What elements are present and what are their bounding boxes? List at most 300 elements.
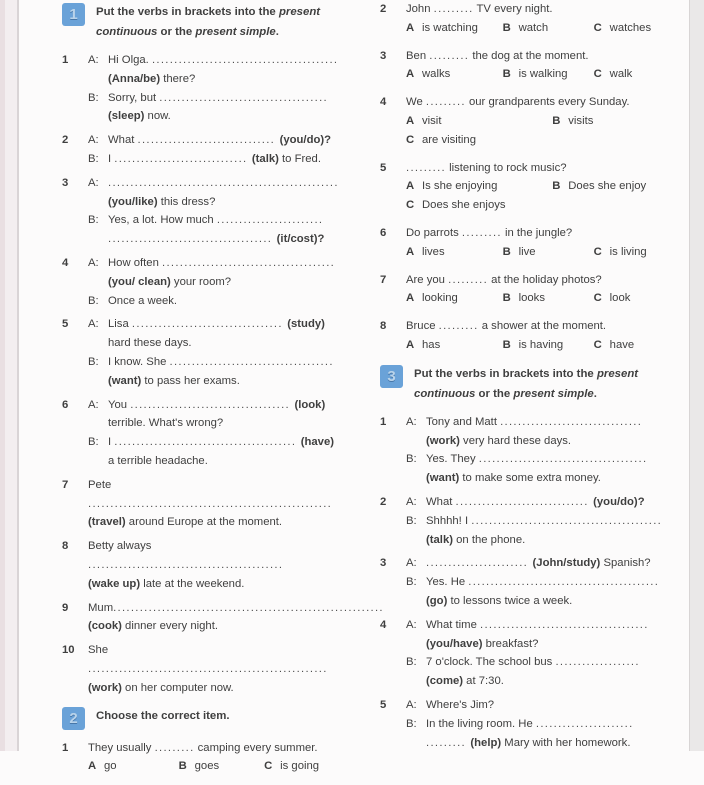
question-stem	[88, 739, 347, 758]
item-body	[406, 93, 682, 149]
verb-in-brackets: Put the verbs in brackets into the	[414, 367, 597, 380]
speaker-label: A:	[88, 398, 99, 411]
right-column	[380, 0, 682, 757]
verb-in-brackets: (go)	[426, 594, 448, 607]
option-text: walks	[422, 68, 451, 81]
option-text: Is she enjoying	[422, 180, 498, 193]
options-row	[406, 243, 682, 262]
item-line	[406, 531, 682, 550]
grammar-term: continuous	[414, 387, 476, 400]
option-text: watches	[609, 21, 652, 34]
exercise-header	[62, 706, 347, 730]
text-run: What time	[426, 618, 480, 631]
answer-option	[552, 177, 682, 196]
answer-option	[406, 19, 503, 38]
speaker-label: B:	[88, 436, 99, 449]
text-run: Are you	[406, 273, 449, 286]
text-run: hard these days.	[108, 337, 192, 350]
multiple-choice-item	[62, 739, 347, 777]
text-run: Betty always	[88, 540, 152, 553]
option-letter: A	[406, 114, 415, 127]
left-column	[62, 2, 384, 785]
option-text: Does she enjoy	[568, 180, 647, 193]
dotted-blank: ...............................	[137, 134, 276, 147]
verb-in-brackets: (talk)	[251, 152, 279, 165]
item-lines	[406, 413, 682, 488]
dotted-blank: .............................................................	[113, 601, 384, 614]
option-text: has	[422, 338, 441, 351]
item-lines	[88, 641, 347, 697]
instruction-line	[414, 364, 638, 384]
options-row	[406, 289, 682, 308]
item-number: 9	[62, 601, 69, 614]
item-body	[406, 0, 682, 38]
text-run: Pete	[88, 478, 112, 491]
answer-option	[503, 336, 594, 355]
grammar-term: present	[596, 367, 639, 380]
fill-in-item	[62, 174, 347, 249]
verb-in-brackets: (John/study)	[532, 557, 601, 570]
item-line	[406, 450, 682, 469]
item-number: 5	[380, 161, 387, 174]
item-line	[406, 635, 682, 654]
speaker-label: A:	[406, 495, 417, 508]
multiple-choice-item	[380, 93, 682, 149]
item-lines	[88, 537, 347, 593]
option-text: is having	[518, 338, 564, 351]
item-number: 8	[62, 540, 69, 553]
fill-in-item	[62, 51, 347, 126]
item-number: 5	[380, 698, 387, 711]
verb-in-brackets: or the	[475, 387, 514, 400]
text-run: She	[88, 644, 109, 657]
answer-option	[406, 112, 552, 131]
text-run: Ben	[406, 49, 430, 62]
text-run: What	[108, 134, 138, 147]
text-run: very hard these days.	[459, 434, 572, 447]
item-body	[406, 224, 682, 262]
speaker-label: B:	[88, 152, 99, 165]
item-number: 4	[380, 618, 387, 631]
option-text: go	[104, 760, 117, 773]
option-letter: B	[502, 338, 511, 351]
item-line	[88, 372, 347, 391]
option-letter: C	[593, 21, 602, 34]
option-text: looking	[422, 292, 458, 305]
dotted-blank: .........	[429, 49, 470, 62]
option-letter: A	[406, 338, 415, 351]
item-line	[88, 292, 347, 311]
dotted-blank: .........	[438, 320, 479, 333]
text-run: Yes. They	[426, 453, 479, 466]
question-stem	[406, 317, 682, 336]
options-row	[406, 112, 682, 131]
text-run: Once a week.	[108, 294, 178, 307]
option-text: walk	[609, 68, 633, 81]
speaker-label: A:	[88, 176, 99, 189]
option-text: is walking	[518, 68, 568, 81]
text-run: How often	[108, 256, 163, 269]
answer-option	[406, 243, 503, 262]
option-letter: A	[406, 21, 415, 34]
item-line	[88, 452, 347, 471]
item-lines	[88, 131, 347, 169]
options-row	[406, 19, 682, 38]
option-letter: C	[593, 338, 602, 351]
text-run: in the jungle?	[501, 226, 573, 239]
text-run: late at the weekend.	[140, 577, 245, 590]
text-run: to lessons twice a week.	[447, 594, 573, 607]
option-letter: A	[406, 292, 415, 305]
option-letter: C	[264, 760, 273, 773]
answer-option	[594, 65, 682, 84]
verb-in-brackets: (Anna/be)	[108, 72, 161, 85]
verb-in-brackets: (have)	[300, 436, 334, 449]
option-letter: A	[88, 760, 97, 773]
item-number: 1	[62, 54, 69, 66]
item-body	[406, 271, 682, 309]
text-run: Sorry, but	[108, 91, 160, 104]
item-line	[88, 107, 347, 126]
text-run: at the holiday photos?	[488, 273, 602, 286]
item-body	[88, 739, 347, 777]
text-run: Bruce	[406, 320, 439, 333]
dotted-blank: ....................................	[130, 398, 290, 411]
item-line	[406, 715, 682, 734]
verb-in-brackets: (work)	[88, 681, 122, 694]
speaker-label: B:	[406, 576, 417, 589]
dotted-blank: .........	[425, 96, 466, 109]
text-run: Do parrots	[406, 226, 462, 239]
option-text: is living	[609, 245, 647, 258]
option-text: look	[609, 292, 631, 305]
exercise-header	[62, 2, 347, 42]
item-line	[88, 641, 347, 679]
item-line	[88, 353, 347, 372]
options-row	[406, 336, 682, 355]
text-run: I	[108, 436, 115, 449]
text-run: Mary with her homework.	[501, 736, 631, 749]
verb-in-brackets: (you/have)	[426, 637, 483, 650]
item-line	[88, 414, 347, 433]
options-row	[406, 65, 682, 84]
options-row	[88, 757, 347, 776]
item-line	[88, 599, 384, 618]
fill-in-item	[62, 599, 384, 637]
option-text: visits	[568, 114, 594, 127]
exercise-number-badge: 2	[62, 707, 85, 730]
speaker-label: A:	[88, 134, 99, 147]
dotted-blank: .......................................	[162, 256, 336, 269]
options-row	[406, 131, 682, 150]
speaker-label: B:	[88, 214, 99, 227]
item-line	[88, 513, 347, 532]
verb-in-brackets: (wake up)	[88, 577, 141, 590]
item-number: 2	[380, 3, 387, 15]
option-text: visit	[422, 114, 442, 127]
option-text: looks	[518, 292, 545, 305]
item-line	[88, 433, 347, 452]
answer-option	[503, 289, 594, 308]
answer-option	[406, 177, 552, 196]
text-run: Lisa	[108, 318, 132, 331]
fill-in-item	[380, 616, 682, 691]
item-lines	[88, 396, 347, 471]
verb-in-brackets: (talk)	[426, 533, 453, 546]
options-row	[406, 177, 682, 196]
item-body	[406, 159, 682, 215]
dotted-blank: ...................	[555, 656, 640, 669]
item-number: 10	[62, 644, 75, 657]
verb-in-brackets: .	[275, 26, 281, 38]
dotted-blank: ....................................................	[108, 176, 339, 189]
item-line	[88, 51, 347, 70]
item-line	[88, 575, 347, 594]
instruction-line	[414, 384, 638, 404]
item-line	[88, 679, 347, 698]
verb-in-brackets: (want)	[426, 472, 460, 485]
question-stem	[406, 159, 682, 178]
item-number: 7	[380, 273, 387, 286]
dotted-blank: ............................................	[88, 558, 284, 571]
text-run: the dog at the moment.	[469, 49, 589, 62]
text-run: dinner every night.	[121, 620, 218, 633]
option-letter: B	[502, 245, 511, 258]
dotted-blank: ...........................................	[471, 514, 663, 527]
dotted-blank: .........	[154, 741, 195, 754]
text-run: Tony and Matt	[426, 415, 501, 428]
speaker-label: A:	[406, 618, 417, 631]
text-run: Hi Olga.	[108, 54, 152, 66]
speaker-label: A:	[88, 318, 99, 331]
dotted-blank: .........	[406, 161, 446, 174]
dotted-blank: ........................	[216, 214, 324, 227]
verb-in-brackets: (travel)	[88, 516, 126, 529]
answer-option	[503, 243, 594, 262]
item-line	[406, 469, 682, 488]
item-lines	[88, 51, 347, 126]
item-line	[406, 573, 682, 592]
item-line	[88, 617, 347, 636]
text-run: I	[108, 152, 115, 165]
fill-in-item	[62, 254, 347, 310]
multiple-choice-item	[380, 317, 682, 355]
item-line	[88, 273, 347, 292]
text-run: John	[406, 3, 434, 15]
answer-option	[503, 19, 594, 38]
item-line	[406, 616, 682, 635]
item-number: 4	[380, 96, 387, 109]
item-line	[88, 315, 347, 334]
item-number: 8	[380, 320, 387, 333]
item-line	[406, 734, 682, 753]
dotted-blank: ......................................	[478, 453, 648, 466]
speaker-label: B:	[406, 514, 417, 527]
item-line	[88, 211, 347, 230]
verb-in-brackets: (you/like)	[108, 195, 158, 208]
dotted-blank: .....................................	[108, 233, 277, 246]
exercise-instruction	[96, 706, 230, 726]
option-text: Does she enjoys	[422, 199, 506, 212]
dotted-blank: .........................................	[114, 436, 297, 449]
option-letter: B	[502, 21, 511, 34]
instruction-line	[96, 22, 320, 42]
option-letter: C	[593, 292, 602, 305]
dotted-blank: ......................................................	[88, 662, 328, 675]
answer-option	[594, 289, 682, 308]
item-line	[406, 413, 682, 432]
question-stem	[406, 0, 682, 19]
verb-in-brackets: (you/ clean)	[108, 275, 171, 288]
multiple-choice-item	[380, 47, 682, 85]
text-run: now.	[144, 110, 171, 123]
verb-in-brackets: or the	[157, 26, 196, 38]
text-run: at 7:30.	[463, 675, 504, 688]
item-lines	[88, 254, 347, 310]
item-lines	[406, 616, 682, 691]
text-run: What	[426, 495, 456, 508]
dotted-blank: ..............................	[114, 152, 248, 165]
fill-in-item	[380, 413, 682, 488]
text-run: Yes, a lot. How much	[108, 214, 217, 227]
verb-in-brackets: Choose the correct item.	[96, 709, 230, 722]
item-line	[88, 70, 347, 89]
text-run: breakfast?	[482, 637, 539, 650]
fill-in-item	[62, 641, 347, 697]
verb-in-brackets: (study)	[287, 318, 325, 331]
item-line	[406, 432, 682, 451]
verb-in-brackets: (want)	[108, 374, 142, 387]
text-run: Shhhh! I	[426, 514, 472, 527]
verb-in-brackets: (you/do)?	[279, 134, 332, 147]
option-text: watch	[518, 21, 549, 34]
verb-in-brackets: .	[593, 387, 599, 400]
exercise-instruction	[414, 364, 638, 404]
option-text: is going	[280, 760, 320, 773]
question-stem	[406, 93, 682, 112]
item-number: 3	[62, 176, 69, 189]
option-text: is watching	[422, 21, 478, 34]
answer-option	[503, 65, 594, 84]
dotted-blank: ...........................................	[468, 576, 660, 589]
dotted-blank: ..............................	[455, 495, 589, 508]
instruction-line	[96, 706, 230, 726]
text-run: They usually	[88, 741, 155, 754]
option-text: live	[518, 245, 536, 258]
option-letter: B	[502, 68, 511, 81]
item-line	[406, 592, 682, 611]
options-row	[406, 196, 682, 215]
text-run: TV every night.	[473, 3, 553, 15]
dotted-blank: .........	[433, 3, 474, 15]
exercise-instruction	[96, 2, 320, 42]
item-line	[88, 254, 347, 273]
text-run: a shower at the moment.	[478, 320, 607, 333]
text-run: Mum	[88, 601, 114, 614]
option-text: lives	[422, 245, 445, 258]
item-line	[88, 193, 347, 212]
text-run: You	[108, 398, 131, 411]
dotted-blank: .......................	[426, 557, 529, 570]
fill-in-item	[62, 315, 347, 390]
item-line	[88, 396, 347, 415]
dotted-blank: ......................	[535, 717, 634, 730]
item-number: 2	[380, 495, 387, 508]
grammar-term: present simple	[513, 387, 594, 400]
speaker-label: A:	[88, 256, 99, 269]
item-line	[406, 696, 682, 715]
text-run: to pass her exams.	[141, 374, 240, 387]
verb-in-brackets: (come)	[426, 675, 464, 688]
item-lines	[406, 696, 682, 752]
fill-in-item	[62, 537, 347, 593]
dotted-blank: ..................................	[131, 318, 283, 331]
text-run: our grandparents every Sunday.	[465, 96, 630, 109]
option-letter: C	[406, 133, 415, 146]
item-line	[88, 230, 347, 249]
question-stem	[406, 224, 682, 243]
item-number: 3	[380, 49, 387, 62]
grammar-term: present simple	[195, 26, 276, 38]
exercise-header	[380, 364, 682, 404]
dotted-blank: ......................................	[480, 618, 649, 631]
fill-in-item	[380, 493, 682, 549]
verb-in-brackets: (cook)	[88, 620, 122, 633]
verb-in-brackets: (help)	[470, 736, 502, 749]
fill-in-item	[380, 554, 682, 610]
text-run: camping every summer.	[194, 741, 318, 754]
page-right-edge	[689, 0, 704, 751]
speaker-label: A:	[406, 415, 417, 428]
speaker-label: B:	[406, 717, 417, 730]
text-run: there?	[160, 72, 196, 85]
verb-in-brackets: (sleep)	[108, 110, 145, 123]
item-body	[406, 317, 682, 355]
item-line	[406, 493, 682, 512]
exercise-number-badge: 1	[62, 3, 85, 26]
item-lines	[88, 599, 384, 637]
item-number: 6	[62, 398, 69, 411]
answer-option	[594, 336, 682, 355]
text-run: to make some extra money.	[459, 472, 601, 485]
text-run: a terrible headache.	[108, 454, 208, 467]
fill-in-item	[62, 131, 347, 169]
option-letter: A	[406, 245, 415, 258]
text-run: 7 o'clock. The school bus	[426, 656, 556, 669]
multiple-choice-item	[380, 271, 682, 309]
item-line	[406, 554, 682, 573]
item-number: 7	[62, 478, 69, 491]
item-number: 6	[380, 226, 387, 239]
answer-option	[88, 757, 179, 776]
question-stem	[406, 271, 682, 290]
option-letter: B	[552, 180, 561, 193]
item-line	[88, 334, 347, 353]
text-run: on her computer now.	[121, 681, 234, 694]
text-run: I know. She	[108, 355, 170, 368]
grammar-term: continuous	[96, 26, 158, 38]
verb-in-brackets: (it/cost)?	[276, 233, 325, 246]
text-run: your room?	[170, 275, 232, 288]
text-run: listening to rock music?	[445, 161, 567, 174]
page-left-edge	[0, 0, 19, 751]
answer-option	[179, 757, 264, 776]
text-run: around Europe at the moment.	[125, 516, 283, 529]
answer-option	[406, 196, 682, 215]
item-lines	[88, 476, 347, 532]
dotted-blank: .........	[426, 736, 471, 749]
item-line	[406, 653, 682, 672]
